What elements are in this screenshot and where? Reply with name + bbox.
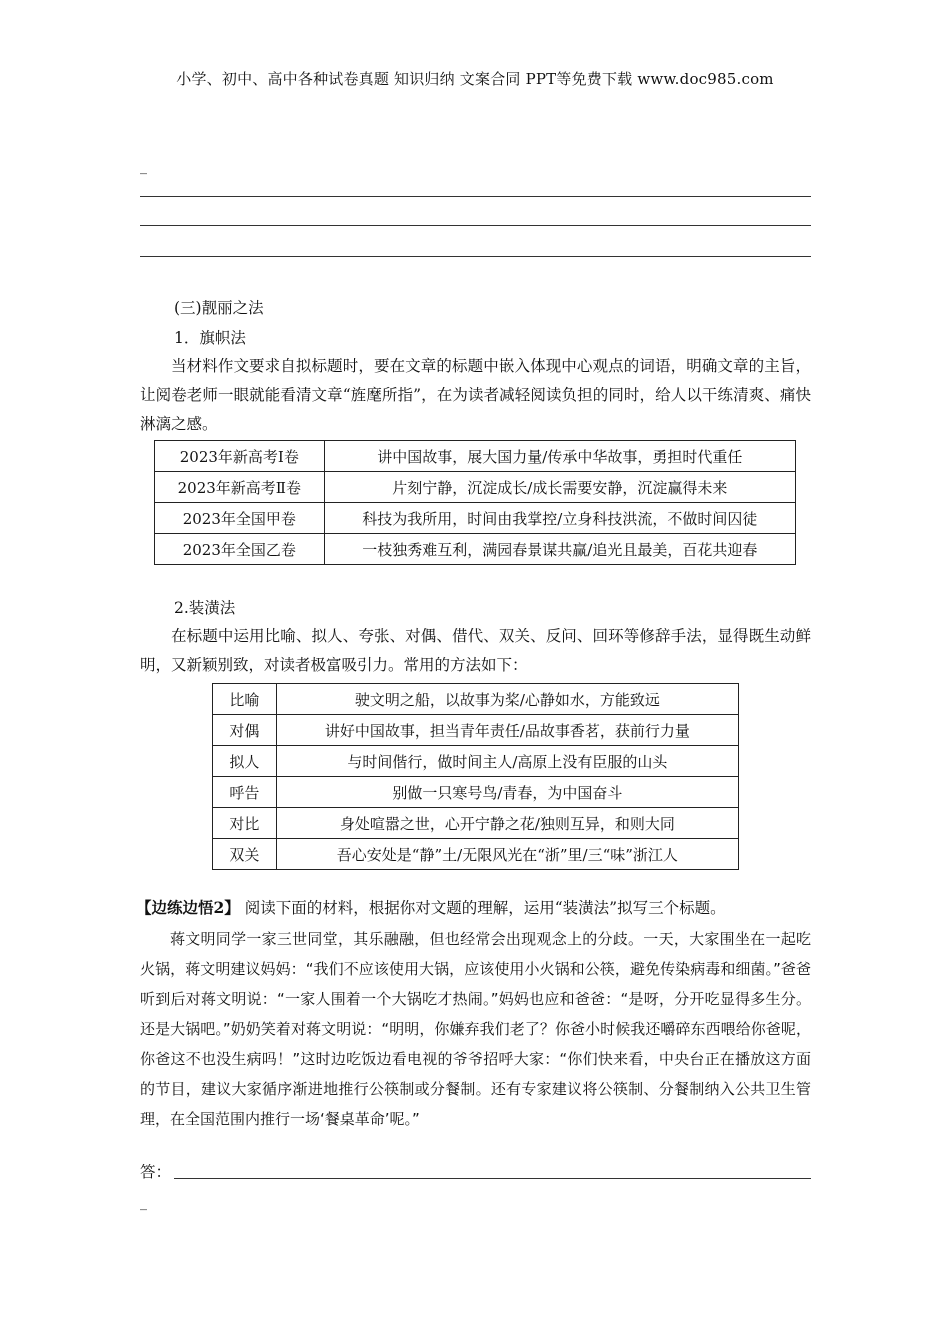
table-row (213, 777, 739, 808)
table-cell-titles: 片刻宁静，沉淀成长/成长需要安静，沉淀赢得未来 (324, 472, 795, 503)
table-cell-exam: 2023年新高考Ⅱ卷 (155, 472, 325, 503)
answer-line (140, 256, 811, 257)
table-row (155, 534, 796, 565)
table-row (155, 472, 796, 503)
table-cell-example: 吾心安处是“静”土/无限风光在“浙”里/三“味”浙江人 (276, 839, 738, 870)
table-cell-exam: 2023年新高考Ⅰ卷 (155, 441, 325, 472)
answer-label: 答： (140, 1163, 172, 1181)
table-cell-exam: 2023年全国甲卷 (155, 503, 325, 534)
table-cell-example: 驶文明之船，以故事为桨/心静如水，方能致远 (276, 684, 738, 715)
table-row (213, 839, 739, 870)
table-cell-exam: 2023年全国乙卷 (155, 534, 325, 565)
table-cell-device: 对偶 (213, 715, 277, 746)
method2-table-body (213, 684, 739, 870)
table-cell-titles: 一枝独秀难互利，满园春景谋共赢/追光且最美，百花共迎春 (324, 534, 795, 565)
answer-line (140, 225, 811, 226)
method1-table (154, 440, 796, 565)
method2-title: 2.装潢法 (174, 599, 236, 617)
method1-table-body (155, 441, 796, 565)
table-row (213, 746, 739, 777)
table-cell-titles: 科技为我所用，时间由我掌控/立身科技洪流，不做时间囚徒 (324, 503, 795, 534)
table-cell-titles: 讲中国故事，展大国力量/传承中华故事，勇担时代重任 (324, 441, 795, 472)
table-row (213, 808, 739, 839)
table-cell-example: 与时间偕行，做时间主人/高原上没有臣服的山头 (276, 746, 738, 777)
table-row (155, 503, 796, 534)
exercise-material (140, 924, 811, 1134)
table-cell-device: 呼告 (213, 777, 277, 808)
answer-line (140, 196, 811, 197)
table-row (213, 684, 739, 715)
method2-text: 在标题中运用比喻、拟人、夸张、对偶、借代、双关、反问、回环等修辞手法，显得既生动鲜明，又新颖别致，对读者极富吸引力。常用的方法如下： (140, 627, 811, 674)
exercise-prompt (136, 896, 816, 918)
top-dash: _ (140, 159, 147, 175)
table-cell-example: 讲好中国故事，担当青年责任/品故事香茗，获前行力量 (276, 715, 738, 746)
table-cell-device: 对比 (213, 808, 277, 839)
table-row (213, 715, 739, 746)
table-cell-example: 身处喧嚣之世，心开宁静之花/独则互异，和则大同 (276, 808, 738, 839)
table-cell-example: 别做一只寒号鸟/青春，为中国奋斗 (276, 777, 738, 808)
exercise-prompt-text: 阅读下面的材料，根据你对文题的理解，运用“装潢法”拟写三个标题。 (244, 899, 726, 917)
method1-text: 当材料作文要求自拟标题时，要在文章的标题中嵌入体现中心观点的词语，明确文章的主旨，让阅卷老师一眼就能看清文章“旌麾所指”，在为读者减轻阅读负担的同时，给人以干练清爽、痛快淋漓之感。 (140, 357, 811, 433)
table-cell-device: 比喻 (213, 684, 277, 715)
table-cell-device: 拟人 (213, 746, 277, 777)
method1-title: 1．旗帜法 (174, 329, 246, 347)
method2-table (212, 683, 739, 870)
answer-line[interactable] (174, 1178, 811, 1179)
table-cell-device: 双关 (213, 839, 277, 870)
section-heading: (三)靓丽之法 (174, 299, 264, 317)
method1-paragraph (140, 352, 811, 439)
material-text: 蒋文明同学一家三世同堂，其乐融融，但也经常会出现观念上的分歧。一天，大家围坐在一起吃火锅，蒋文明建议妈妈：“我们不应该使用大锅，应该使用小火锅和公筷，避免传染病毒和细菌。”爸爸听到后对蒋文明说：“一家人围着一个大锅吃才热闹。”妈妈也应和爸爸：“是呀，分开吃显得多生分。还是大锅吧。”奶奶笑着对蒋文明说：“明明，你嫌弃我们老了？你爸小时候我还嚼碎东西喂给你爸呢，你爸这不也没生病吗！”这时边吃饭边看电视的爷爷招呼大家：“你们快来看，中央台正在播放这方面的节目，建议大家循序渐进地推行公筷制或分餐制。还有专家建议将公筷制、分餐制纳入公共卫生管理，在全国范围内推行一场‘餐桌革命’呢。” (140, 930, 811, 1128)
exercise-label: 【边练边悟2】 (136, 898, 240, 917)
method2-paragraph (140, 622, 811, 680)
page-header: 小学、初中、高中各种试卷真题 知识归纳 文案合同 PPT等免费下载 www.doc985.com (176, 70, 774, 88)
table-row (155, 441, 796, 472)
bottom-dash: _ (140, 1195, 147, 1211)
